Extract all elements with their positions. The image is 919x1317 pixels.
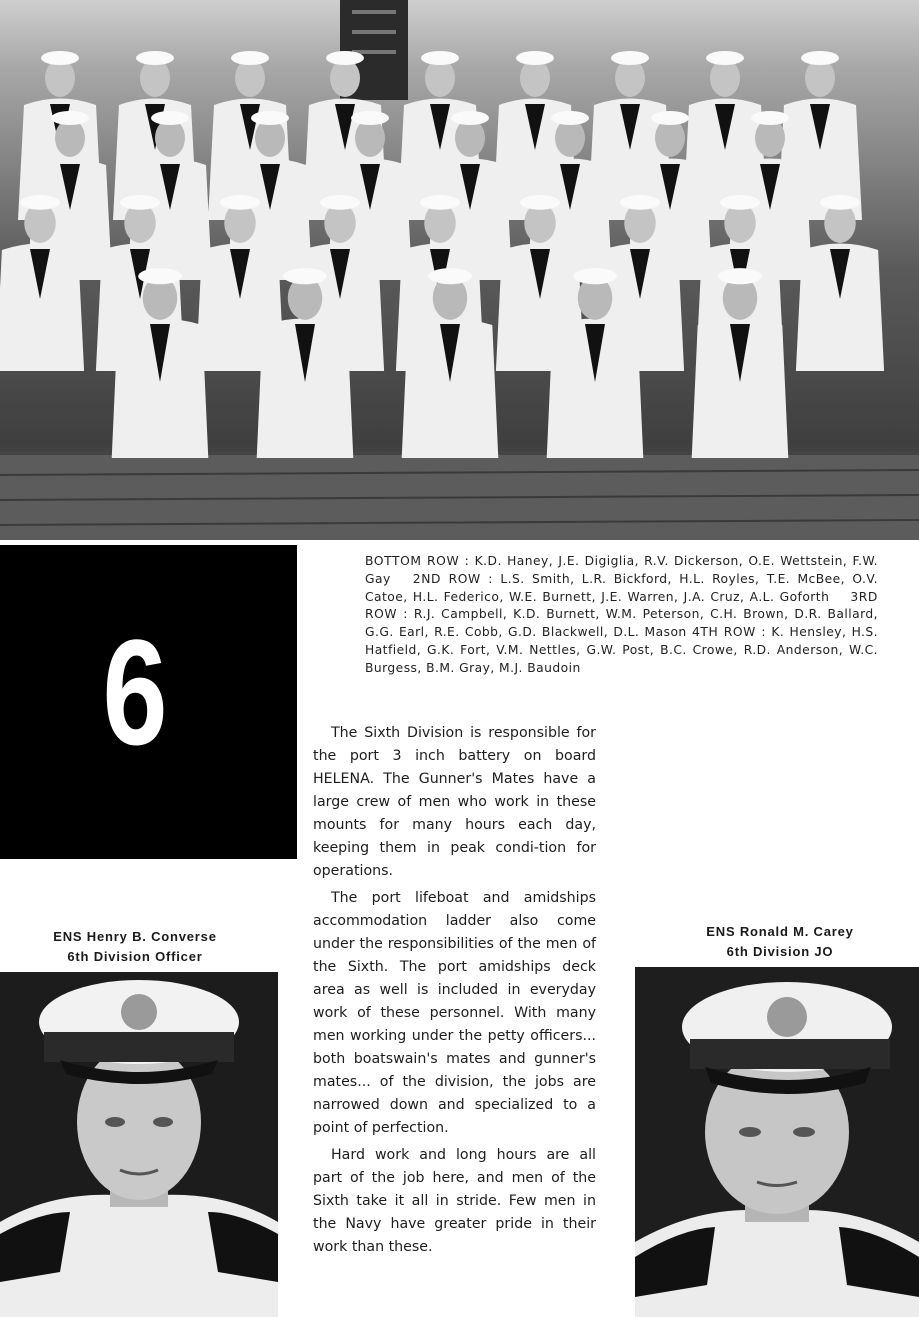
description-paragraph-2: The port lifeboat and amidships accommodation ladder also come under the responsibilities of the men of the Sixth. The port amidships deck area as well is included in everyday work of these personnel. With many men working under the petty officers... both boatswain's mates and gunner's mates... of the division, the jobs are narrowed down and specialized to a point of perfection. bbox=[313, 890, 596, 1136]
officer-title-left: 6th Division Officer bbox=[67, 949, 203, 964]
bottom-row-names: K.D. Haney, J.E. Digiglia, R.V. Dickerson, O.E. Wettstein, F.W. Gay bbox=[365, 554, 878, 586]
officer-title-right: 6th Division JO bbox=[726, 944, 834, 959]
group-photo bbox=[0, 0, 919, 540]
description-paragraph-3: Hard work and long hours are all part of the job here, and men of the Sixth take it all in stride. Few men in the Navy have greater pride in their work than these. bbox=[313, 1147, 596, 1255]
division-description bbox=[313, 722, 596, 1263]
officer-portrait-left bbox=[0, 972, 278, 1317]
crew-rows bbox=[0, 51, 884, 458]
division-number: 6 bbox=[102, 608, 168, 776]
cap-badge-icon bbox=[767, 997, 807, 1037]
portrait-right-illustration bbox=[635, 967, 919, 1317]
second-row-label: 2ND ROW : bbox=[412, 571, 494, 586]
cap-badge-icon bbox=[121, 994, 157, 1030]
officer-caption-right bbox=[665, 922, 895, 962]
third-row-names: R.J. Campbell, K.D. Burnett, W.M. Peterson, C.H. Brown, D.R. Ballard, G.G. Earl, R.E. Cobb, G.D. Blackwell, D.L. Mason bbox=[365, 607, 878, 640]
sailor-figure bbox=[796, 195, 884, 371]
roster-caption bbox=[365, 553, 878, 678]
second-row-names: L.S. Smith, L.R. Bickford, H.L. Royles, T.E. McBee, O.V. Catoe, H.L. Federico, W.E. Burnett, J.E. Warren, J.A. Cruz, A.L. Goforth bbox=[365, 571, 879, 604]
officer-name-left: ENS Henry B. Converse bbox=[53, 929, 217, 944]
officer-portrait-right bbox=[635, 967, 919, 1317]
description-paragraph-1: The Sixth Division is responsible for the port 3 inch battery on board HELENA. The Gunner's Mates have a large crew of men who work in these mounts for many hours each day, keeping them in peak condi-tion for operations. bbox=[313, 725, 596, 879]
officer-name-right: ENS Ronald M. Carey bbox=[706, 924, 854, 939]
fourth-row-names: K. Hensley, H.S. Hatfield, G.K. Fort, V.M. Nettles, G.W. Post, B.C. Crowe, R.D. Anderson, W.C. Burgess, B.M. Gray, M.J. Baudoin bbox=[365, 625, 879, 675]
bottom-row-label: BOTTOM ROW : bbox=[365, 554, 470, 568]
division-number-block bbox=[0, 545, 297, 859]
third-row-label: 3RD ROW : bbox=[365, 589, 878, 622]
fourth-row-label: 4TH ROW : bbox=[691, 625, 767, 640]
officer-caption-left bbox=[20, 927, 250, 967]
portrait-left-illustration bbox=[0, 972, 278, 1317]
crew-illustration bbox=[0, 0, 919, 540]
